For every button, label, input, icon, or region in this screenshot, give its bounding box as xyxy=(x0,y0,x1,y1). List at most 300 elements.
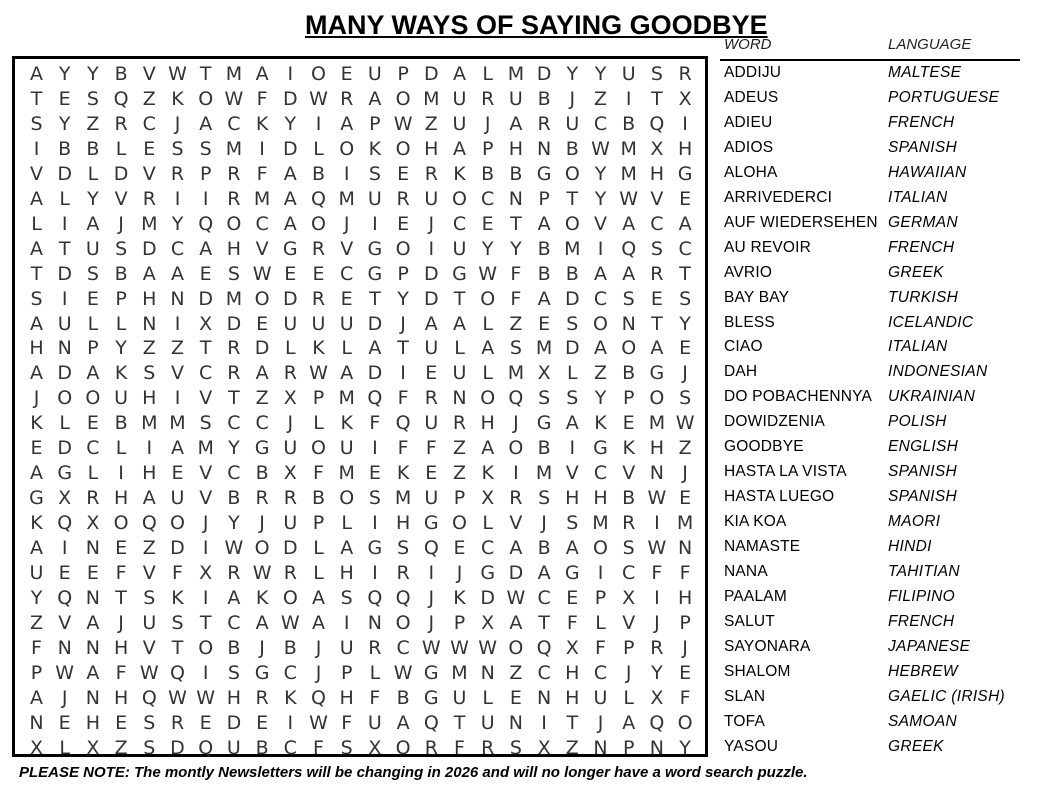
grid-letter[interactable]: E xyxy=(650,287,663,310)
grid-letter[interactable]: U xyxy=(142,611,157,634)
grid-letter[interactable]: M xyxy=(535,462,553,485)
grid-letter[interactable]: N xyxy=(508,187,523,210)
grid-letter[interactable]: V xyxy=(650,187,664,210)
grid-letter[interactable]: E xyxy=(199,262,212,285)
grid-letter[interactable]: A xyxy=(199,237,213,260)
grid-letter[interactable]: G xyxy=(677,162,693,185)
grid-letter[interactable]: L xyxy=(595,611,606,634)
grid-letter[interactable]: K xyxy=(171,586,184,609)
grid-letter[interactable]: O xyxy=(564,212,580,235)
grid-letter[interactable]: S xyxy=(199,137,212,160)
grid-letter[interactable]: U xyxy=(170,487,185,510)
grid-letter[interactable]: K xyxy=(114,362,128,385)
grid-letter[interactable]: H xyxy=(142,462,157,485)
grid-letter[interactable]: L xyxy=(115,437,127,460)
grid-letter[interactable]: E xyxy=(481,212,494,235)
grid-letter[interactable]: E xyxy=(397,212,410,235)
grid-letter[interactable]: T xyxy=(115,586,127,609)
grid-letter[interactable]: A xyxy=(537,287,551,310)
grid-letter[interactable]: U xyxy=(311,312,326,335)
grid-letter[interactable]: R xyxy=(396,562,410,584)
grid-letter[interactable]: U xyxy=(424,487,439,510)
grid-letter[interactable]: C xyxy=(593,661,608,684)
grid-letter[interactable]: Y xyxy=(510,237,522,260)
grid-letter[interactable]: F xyxy=(566,611,578,634)
grid-letter[interactable]: J xyxy=(61,686,68,709)
grid-letter[interactable]: W xyxy=(280,611,300,634)
grid-letter[interactable]: M xyxy=(507,362,525,385)
grid-letter[interactable]: W xyxy=(252,562,272,584)
grid-letter[interactable]: J xyxy=(118,212,124,235)
grid-letter[interactable]: R xyxy=(340,87,354,110)
grid-letter[interactable]: U xyxy=(565,112,580,135)
grid-letter[interactable]: A xyxy=(30,462,43,485)
grid-letter[interactable]: K xyxy=(340,412,353,435)
grid-letter[interactable]: T xyxy=(651,312,663,335)
grid-letter[interactable]: B xyxy=(396,686,410,709)
grid-letter[interactable]: P xyxy=(679,611,691,634)
grid-letter[interactable]: H xyxy=(226,237,242,260)
grid-letter[interactable]: P xyxy=(87,337,99,360)
grid-letter[interactable]: B xyxy=(311,487,326,510)
grid-letter[interactable]: V xyxy=(142,562,156,584)
grid-letter[interactable]: W xyxy=(591,137,610,160)
grid-letter[interactable]: M xyxy=(141,212,158,235)
grid-letter[interactable]: J xyxy=(343,212,350,235)
grid-letter[interactable]: Z xyxy=(678,437,692,460)
grid-letter[interactable]: T xyxy=(30,87,43,110)
grid-letter[interactable]: Z xyxy=(142,537,156,560)
grid-letter[interactable]: E xyxy=(86,287,99,310)
grid-letter[interactable]: V xyxy=(171,362,184,385)
grid-letter[interactable]: A xyxy=(453,137,466,160)
grid-letter[interactable]: A xyxy=(86,661,100,684)
grid-letter[interactable]: I xyxy=(654,586,660,609)
grid-letter[interactable]: M xyxy=(423,87,440,110)
grid-letter[interactable]: D xyxy=(57,162,72,185)
grid-letter[interactable]: J xyxy=(259,512,265,535)
grid-letter[interactable]: V xyxy=(509,512,523,535)
grid-letter[interactable]: D xyxy=(57,262,72,285)
grid-letter[interactable]: N xyxy=(649,736,664,759)
grid-letter[interactable]: S xyxy=(368,162,381,185)
grid-letter[interactable]: N xyxy=(367,611,382,634)
grid-letter[interactable]: S xyxy=(538,387,551,410)
grid-letter[interactable]: K xyxy=(453,162,466,185)
grid-letter[interactable]: T xyxy=(453,711,466,734)
grid-letter[interactable]: F xyxy=(369,686,381,709)
grid-letter[interactable]: L xyxy=(313,412,324,435)
grid-letter[interactable]: B xyxy=(537,537,551,560)
grid-letter[interactable]: A xyxy=(481,437,495,460)
grid-letter[interactable]: Y xyxy=(284,112,297,135)
grid-letter[interactable]: D xyxy=(282,137,298,160)
grid-letter[interactable]: Z xyxy=(509,312,523,335)
grid-letter[interactable]: S xyxy=(340,736,353,759)
grid-letter[interactable]: U xyxy=(367,63,382,85)
grid-letter[interactable]: X xyxy=(481,487,495,510)
grid-letter[interactable]: G xyxy=(29,487,44,510)
grid-letter[interactable]: D xyxy=(113,162,129,185)
grid-letter[interactable]: I xyxy=(146,437,153,460)
grid-letter[interactable]: G xyxy=(649,362,665,385)
grid-letter[interactable]: Q xyxy=(649,711,665,734)
grid-letter[interactable]: O xyxy=(339,487,355,510)
grid-letter[interactable]: T xyxy=(566,187,579,210)
grid-letter[interactable]: D xyxy=(254,337,270,360)
grid-letter[interactable]: Q xyxy=(649,112,665,135)
grid-letter[interactable]: A xyxy=(171,262,184,285)
grid-letter[interactable]: A xyxy=(255,362,269,385)
grid-letter[interactable]: G xyxy=(254,661,270,684)
grid-letter[interactable]: F xyxy=(256,87,268,110)
grid-letter[interactable]: A xyxy=(30,537,43,560)
grid-letter[interactable]: L xyxy=(87,312,99,335)
grid-letter[interactable]: E xyxy=(284,262,297,285)
grid-letter[interactable]: D xyxy=(141,237,157,260)
grid-letter[interactable]: M xyxy=(225,63,243,85)
grid-letter[interactable]: T xyxy=(199,611,212,634)
grid-letter[interactable]: R xyxy=(255,686,269,709)
grid-letter[interactable]: P xyxy=(369,112,381,135)
grid-letter[interactable]: A xyxy=(340,112,354,135)
grid-letter[interactable]: N xyxy=(85,537,100,560)
grid-letter[interactable]: D xyxy=(367,362,383,385)
grid-letter[interactable]: C xyxy=(227,611,241,634)
grid-letter[interactable]: V xyxy=(199,462,213,485)
grid-letter[interactable]: J xyxy=(682,462,688,485)
grid-letter[interactable]: I xyxy=(174,187,181,210)
grid-letter[interactable]: I xyxy=(372,562,378,584)
grid-letter[interactable]: E xyxy=(58,711,71,734)
grid-letter[interactable]: C xyxy=(593,462,608,485)
grid-letter[interactable]: U xyxy=(424,337,439,360)
grid-letter[interactable]: E xyxy=(312,262,325,285)
grid-letter[interactable]: J xyxy=(315,636,322,659)
grid-letter[interactable]: Q xyxy=(170,661,185,684)
grid-letter[interactable]: O xyxy=(395,87,411,110)
grid-letter[interactable]: R xyxy=(227,187,241,210)
grid-letter[interactable]: J xyxy=(625,661,632,684)
grid-letter[interactable]: J xyxy=(654,611,660,634)
grid-letter[interactable]: T xyxy=(651,87,663,110)
grid-letter[interactable]: Q xyxy=(57,586,73,609)
grid-letter[interactable]: A xyxy=(424,312,438,335)
grid-letter[interactable]: R xyxy=(170,711,185,734)
grid-letter[interactable]: A xyxy=(537,212,551,235)
grid-letter[interactable]: X xyxy=(537,362,551,385)
grid-letter[interactable]: O xyxy=(339,137,355,160)
grid-letter[interactable]: W xyxy=(55,661,75,684)
grid-letter[interactable]: H xyxy=(565,686,580,709)
grid-letter[interactable]: A xyxy=(30,63,43,85)
grid-letter[interactable]: F xyxy=(425,437,437,460)
grid-letter[interactable]: K xyxy=(594,412,607,435)
grid-letter[interactable]: I xyxy=(541,711,547,734)
grid-letter[interactable]: A xyxy=(142,262,156,285)
grid-letter[interactable]: S xyxy=(509,337,522,360)
grid-letter[interactable]: K xyxy=(255,586,269,609)
grid-letter[interactable]: P xyxy=(340,661,353,684)
grid-letter[interactable]: A xyxy=(565,537,579,560)
grid-letter[interactable]: A xyxy=(622,212,636,235)
grid-letter[interactable]: C xyxy=(227,462,241,485)
grid-letter[interactable]: J xyxy=(484,112,491,135)
grid-letter[interactable]: R xyxy=(481,736,495,759)
grid-letter[interactable]: Z xyxy=(170,337,185,360)
grid-letter[interactable]: H xyxy=(649,437,665,460)
grid-letter[interactable]: O xyxy=(677,711,693,734)
grid-letter[interactable]: M xyxy=(169,412,186,435)
grid-letter[interactable]: E xyxy=(58,562,71,584)
grid-letter[interactable]: O xyxy=(254,287,270,310)
grid-letter[interactable]: K xyxy=(368,137,382,160)
grid-letter[interactable]: H xyxy=(565,661,580,684)
grid-letter[interactable]: P xyxy=(453,611,466,634)
grid-letter[interactable]: I xyxy=(61,212,68,235)
grid-letter[interactable]: M xyxy=(620,137,637,160)
grid-letter[interactable]: E xyxy=(86,412,99,435)
grid-letter[interactable]: L xyxy=(567,362,578,385)
grid-letter[interactable]: I xyxy=(315,112,322,135)
grid-letter[interactable]: Z xyxy=(142,87,156,110)
grid-letter[interactable]: U xyxy=(339,636,354,659)
grid-letter[interactable]: S xyxy=(650,237,663,260)
grid-letter[interactable]: C xyxy=(170,237,185,260)
grid-letter[interactable]: K xyxy=(30,412,43,435)
grid-letter[interactable]: B xyxy=(537,437,551,460)
grid-letter[interactable]: C xyxy=(340,262,354,285)
grid-letter[interactable]: G xyxy=(282,237,298,260)
grid-letter[interactable]: R xyxy=(283,362,297,385)
grid-letter[interactable]: F xyxy=(256,162,268,185)
grid-letter[interactable]: O xyxy=(480,387,496,410)
grid-letter[interactable]: F xyxy=(115,661,127,684)
grid-letter[interactable]: G xyxy=(480,562,496,584)
grid-letter[interactable]: C xyxy=(593,287,608,310)
grid-letter[interactable]: D xyxy=(367,312,383,335)
grid-letter[interactable]: E xyxy=(679,661,692,684)
grid-letter[interactable]: O xyxy=(311,63,326,85)
grid-letter[interactable]: J xyxy=(428,212,435,235)
grid-letter[interactable]: K xyxy=(453,586,466,609)
grid-letter[interactable]: W xyxy=(675,412,695,435)
grid-letter[interactable]: A xyxy=(30,237,43,260)
grid-letter[interactable]: H xyxy=(85,711,101,734)
grid-letter[interactable]: E xyxy=(256,312,269,335)
grid-letter[interactable]: W xyxy=(478,262,498,285)
grid-letter[interactable]: O xyxy=(508,437,524,460)
grid-letter[interactable]: V xyxy=(30,162,43,185)
grid-letter[interactable]: W xyxy=(224,537,244,560)
grid-letter[interactable]: O xyxy=(395,237,411,260)
grid-letter[interactable]: S xyxy=(397,537,410,560)
grid-letter[interactable]: K xyxy=(622,437,635,460)
grid-letter[interactable]: A xyxy=(678,212,692,235)
grid-letter[interactable]: A xyxy=(340,362,354,385)
grid-letter[interactable]: B xyxy=(311,162,326,185)
grid-letter[interactable]: Q xyxy=(423,711,439,734)
grid-letter[interactable]: B xyxy=(283,636,297,659)
grid-letter[interactable]: Q xyxy=(423,537,439,560)
grid-letter[interactable]: B xyxy=(622,112,636,135)
grid-letter[interactable]: X xyxy=(481,611,495,634)
grid-letter[interactable]: I xyxy=(174,387,181,410)
grid-letter[interactable]: A xyxy=(368,87,382,110)
grid-letter[interactable]: G xyxy=(452,262,467,285)
grid-letter[interactable]: A xyxy=(312,586,325,609)
grid-letter[interactable]: R xyxy=(622,512,636,535)
grid-letter[interactable]: S xyxy=(566,312,579,335)
grid-letter[interactable]: U xyxy=(452,112,467,135)
grid-letter[interactable]: L xyxy=(482,686,493,709)
grid-letter[interactable]: S xyxy=(650,63,663,85)
grid-letter[interactable]: Y xyxy=(481,237,494,260)
grid-letter[interactable]: J xyxy=(118,611,124,634)
grid-letter[interactable]: E xyxy=(368,462,381,485)
grid-letter[interactable]: L xyxy=(482,312,493,335)
grid-letter[interactable]: R xyxy=(227,162,241,185)
grid-letter[interactable]: A xyxy=(622,262,636,285)
grid-letter[interactable]: H xyxy=(480,412,495,435)
grid-letter[interactable]: O xyxy=(198,87,214,110)
grid-letter[interactable]: Q xyxy=(311,187,326,210)
grid-letter[interactable]: D xyxy=(57,437,72,460)
grid-letter[interactable]: O xyxy=(395,611,411,634)
grid-letter[interactable]: P xyxy=(453,487,466,510)
grid-letter[interactable]: L xyxy=(115,312,127,335)
grid-letter[interactable]: Q xyxy=(395,412,411,435)
grid-letter[interactable]: D xyxy=(170,736,185,759)
grid-letter[interactable]: M xyxy=(141,412,158,435)
grid-letter[interactable]: B xyxy=(622,487,636,510)
grid-letter[interactable]: G xyxy=(254,437,270,460)
grid-letter[interactable]: U xyxy=(424,412,439,435)
grid-letter[interactable]: A xyxy=(594,337,607,360)
grid-letter[interactable]: O xyxy=(508,636,524,659)
grid-letter[interactable]: Q xyxy=(141,512,157,535)
grid-letter[interactable]: W xyxy=(309,87,328,110)
grid-letter[interactable]: C xyxy=(227,412,241,435)
grid-letter[interactable]: A xyxy=(594,262,607,285)
grid-letter[interactable]: M xyxy=(225,137,243,160)
grid-letter[interactable]: R xyxy=(283,562,297,584)
grid-letter[interactable]: S xyxy=(86,262,99,285)
grid-letter[interactable]: N xyxy=(593,736,608,759)
grid-letter[interactable]: I xyxy=(118,462,124,485)
grid-letter[interactable]: C xyxy=(283,736,297,759)
grid-letter[interactable]: X xyxy=(537,736,551,759)
grid-letter[interactable]: Y xyxy=(594,162,607,185)
grid-letter[interactable]: A xyxy=(283,212,297,235)
grid-letter[interactable]: L xyxy=(341,512,352,535)
grid-letter[interactable]: F xyxy=(313,462,324,485)
grid-letter[interactable]: N xyxy=(142,312,157,335)
grid-letter[interactable]: F xyxy=(679,562,691,584)
grid-letter[interactable]: H xyxy=(339,562,354,584)
grid-letter[interactable]: S xyxy=(143,711,156,734)
grid-letter[interactable]: R xyxy=(170,162,185,185)
grid-letter[interactable]: B xyxy=(255,736,269,759)
grid-letter[interactable]: N xyxy=(480,661,495,684)
grid-letter[interactable]: A xyxy=(86,212,100,235)
grid-letter[interactable]: O xyxy=(85,387,101,410)
grid-letter[interactable]: F xyxy=(115,562,127,584)
grid-letter[interactable]: I xyxy=(597,562,604,584)
grid-letter[interactable]: S xyxy=(509,736,522,759)
grid-letter[interactable]: I xyxy=(287,63,294,85)
grid-letter[interactable]: B xyxy=(58,137,72,160)
grid-letter[interactable]: Y xyxy=(30,586,43,609)
grid-letter[interactable]: O xyxy=(198,636,214,659)
grid-letter[interactable]: E xyxy=(679,337,692,360)
grid-letter[interactable]: U xyxy=(452,87,467,110)
grid-letter[interactable]: W xyxy=(168,63,187,85)
grid-letter[interactable]: L xyxy=(87,462,99,485)
grid-letter[interactable]: B xyxy=(537,87,551,110)
grid-letter[interactable]: K xyxy=(481,462,494,485)
grid-letter[interactable]: C xyxy=(678,237,692,260)
grid-letter[interactable]: L xyxy=(59,736,70,759)
grid-letter[interactable]: Y xyxy=(115,337,127,360)
grid-letter[interactable]: H xyxy=(424,137,439,160)
grid-letter[interactable]: Q xyxy=(57,512,73,535)
grid-letter[interactable]: L xyxy=(285,337,296,360)
grid-letter[interactable]: E xyxy=(538,312,551,335)
grid-letter[interactable]: J xyxy=(259,636,265,659)
grid-letter[interactable]: U xyxy=(226,736,241,759)
grid-letter[interactable]: T xyxy=(538,611,550,634)
grid-letter[interactable]: X xyxy=(565,636,579,659)
grid-letter[interactable]: Z xyxy=(593,87,608,110)
grid-letter[interactable]: R xyxy=(227,562,241,584)
grid-letter[interactable]: K xyxy=(255,112,269,135)
grid-letter[interactable]: V xyxy=(58,611,72,634)
grid-letter[interactable]: I xyxy=(428,562,435,584)
grid-letter[interactable]: Y xyxy=(87,63,99,85)
grid-letter[interactable]: M xyxy=(394,487,412,510)
grid-letter[interactable]: C xyxy=(481,187,495,210)
grid-letter[interactable]: B xyxy=(86,137,100,160)
grid-letter[interactable]: B xyxy=(114,63,128,85)
grid-letter[interactable]: O xyxy=(395,736,411,759)
grid-letter[interactable]: X xyxy=(283,387,297,410)
grid-letter[interactable]: L xyxy=(115,137,127,160)
grid-letter[interactable]: C xyxy=(396,636,410,659)
grid-letter[interactable]: E xyxy=(115,711,128,734)
grid-letter[interactable]: Y xyxy=(58,112,71,135)
grid-letter[interactable]: Y xyxy=(171,212,184,235)
grid-letter[interactable]: E xyxy=(340,287,353,310)
grid-letter[interactable]: V xyxy=(565,462,579,485)
grid-letter[interactable]: M xyxy=(253,187,271,210)
grid-letter[interactable]: N xyxy=(677,537,693,560)
grid-letter[interactable]: J xyxy=(315,661,322,684)
grid-letter[interactable]: W xyxy=(139,661,159,684)
grid-letter[interactable]: H xyxy=(142,387,157,410)
grid-letter[interactable]: U xyxy=(57,312,72,335)
grid-letter[interactable]: Z xyxy=(114,736,128,759)
grid-letter[interactable]: H xyxy=(593,487,608,510)
grid-letter[interactable]: I xyxy=(372,512,378,535)
grid-letter[interactable]: A xyxy=(368,337,382,360)
grid-letter[interactable]: Z xyxy=(29,611,44,634)
grid-letter[interactable]: R xyxy=(424,736,438,759)
grid-letter[interactable]: W xyxy=(168,686,187,709)
grid-letter[interactable]: Q xyxy=(367,387,383,410)
grid-letter[interactable]: J xyxy=(569,87,576,110)
grid-letter[interactable]: B xyxy=(537,262,551,285)
